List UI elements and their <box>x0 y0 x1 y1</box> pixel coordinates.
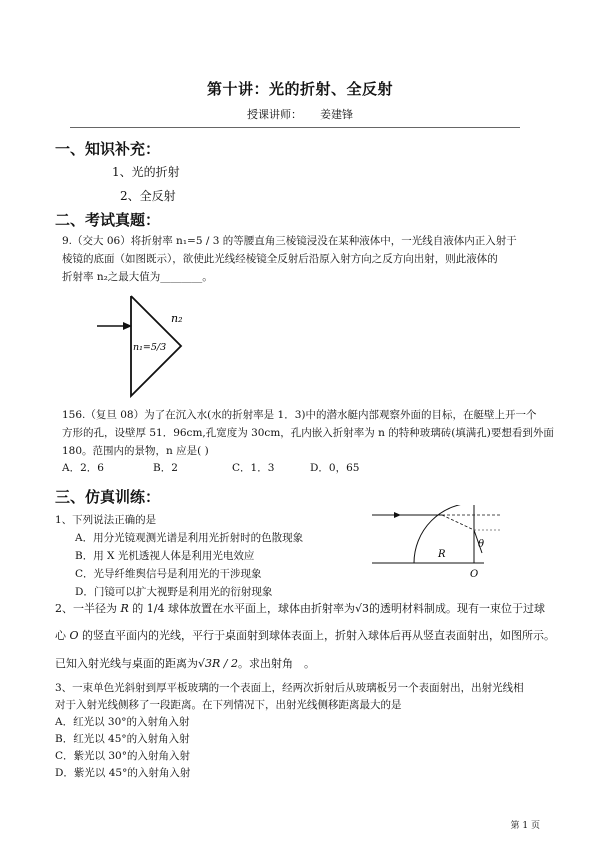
q156-line-3: 180。范围内的景物，n 应是( ) <box>62 445 209 457</box>
q9-line-2: 棱镜的底面（如图既示），欲使此光线经棱镜全反射后沿原入射方向之反方向出射，则此液体的 <box>62 253 498 265</box>
q2-text: 。求出射角 。 <box>238 657 315 670</box>
label-theta: θ <box>478 539 485 550</box>
quarter-sphere-figure <box>372 505 512 580</box>
refracted-ray <box>442 515 474 530</box>
light-arrowhead <box>394 512 401 518</box>
prism-figure <box>95 292 195 402</box>
page-number: 第 1 页 <box>510 821 540 831</box>
q2-text: 2、一半径为 <box>55 602 121 615</box>
q3-option-a: A．红光以 30°的入射角入射 <box>55 716 190 728</box>
q9-line-1: 9.（交大 06）将折射率 n₁=5 / 3 的等腰直角三棱镜浸没在某种液体中，一光线自液体内正入射于 <box>62 235 517 247</box>
q156-option-b: B．2 <box>153 462 178 474</box>
section-heading-exam: 二、考试真题： <box>55 211 161 229</box>
q156-line-2: 方形的孔，设壁厚 51．96cm,孔宽度为 30cm，孔内嵌入折射率为 n 的特种玻璃砖(填满孔)要想看到外面 <box>62 427 554 439</box>
q1-option-d: D．门镜可以扩大视野是利用光的衍射现象 <box>75 586 273 598</box>
label-O: O <box>470 569 479 580</box>
q2-text: 心 <box>55 629 70 642</box>
q2-text: 的 1/4 球体放置在水平面上，球体由折射率为 <box>128 602 355 615</box>
knowledge-item-1: 1、光的折射 <box>112 165 180 179</box>
q156-line-1: 156.（复旦 08）为了在沉入水(水的折射率是 1．3)中的潜水艇内部观察外面的目标，在艇壁上开一个 <box>62 409 537 421</box>
label-n1: n₁=5/3 <box>133 342 167 353</box>
section-heading-knowledge: 一、知识补充： <box>55 140 161 158</box>
q2-line-3 <box>55 655 315 673</box>
knowledge-item-2: 2、全反射 <box>120 189 176 203</box>
q1-option-c: C．光导纤维舆信号是利用光的干涉现象 <box>75 568 262 580</box>
section-heading-practice: 三、仿真训练： <box>55 488 161 506</box>
q3-option-c: C．紫光以 30°的入射角入射 <box>55 750 190 762</box>
label-n2: n₂ <box>171 312 183 325</box>
q156-option-a: A．2．6 <box>62 462 104 474</box>
q1-option-a: A．用分光镜观测光谱是利用光折射时的色散现象 <box>75 532 304 544</box>
label-R: R <box>438 549 446 560</box>
q9-line-3: 折射率 n₂之最大值为________。 <box>62 271 213 283</box>
lecturer-label: 授课讲师： <box>247 108 302 121</box>
page-title: 第十讲：光的折射、全反射 <box>206 80 393 98</box>
q2-text: 的竖直平面内的光线，平行于桌面射到球体表面上，折射入球体后再从竖直表面射出，如图所示。 <box>78 629 556 642</box>
q2-distance-expr: √3R / 2 <box>198 657 238 670</box>
q156-option-d: D．0，65 <box>310 462 360 474</box>
lecturer-line <box>0 106 600 122</box>
q1-option-b: B．用 X 光机透视人体是利用光电效应 <box>75 550 255 562</box>
lecturer-name: 姜建锋 <box>320 108 353 121</box>
q2-line-2 <box>55 627 555 645</box>
q3-line-1: 3、一束单色光斜射到厚平板玻璃的一个表面上，经两次折射后从玻璃板另一个表面射出，出射光线相 <box>55 682 524 694</box>
q3-line-2: 对于入射光线侧移了一段距离。在下列情况下，出射光线侧移距离最大的是 <box>55 699 402 711</box>
q1-stem: 1、下列说法正确的是 <box>55 514 157 526</box>
q2-var-R: R <box>120 602 129 615</box>
q2-line-1 <box>55 600 545 618</box>
q3-option-d: D．紫光以 45°的入射角入射 <box>55 767 191 779</box>
header-divider <box>70 127 520 128</box>
q2-text: 已知入射光线与桌面的距离为 <box>55 657 198 670</box>
q156-option-c: C．1．3 <box>232 462 275 474</box>
q3-option-b: B．红光以 45°的入射角入射 <box>55 733 190 745</box>
q2-sqrt3: √3 <box>355 602 370 615</box>
q2-text: 的透明材料制成。现有一束位于过球 <box>369 602 546 615</box>
q2-var-O: O <box>69 629 79 642</box>
